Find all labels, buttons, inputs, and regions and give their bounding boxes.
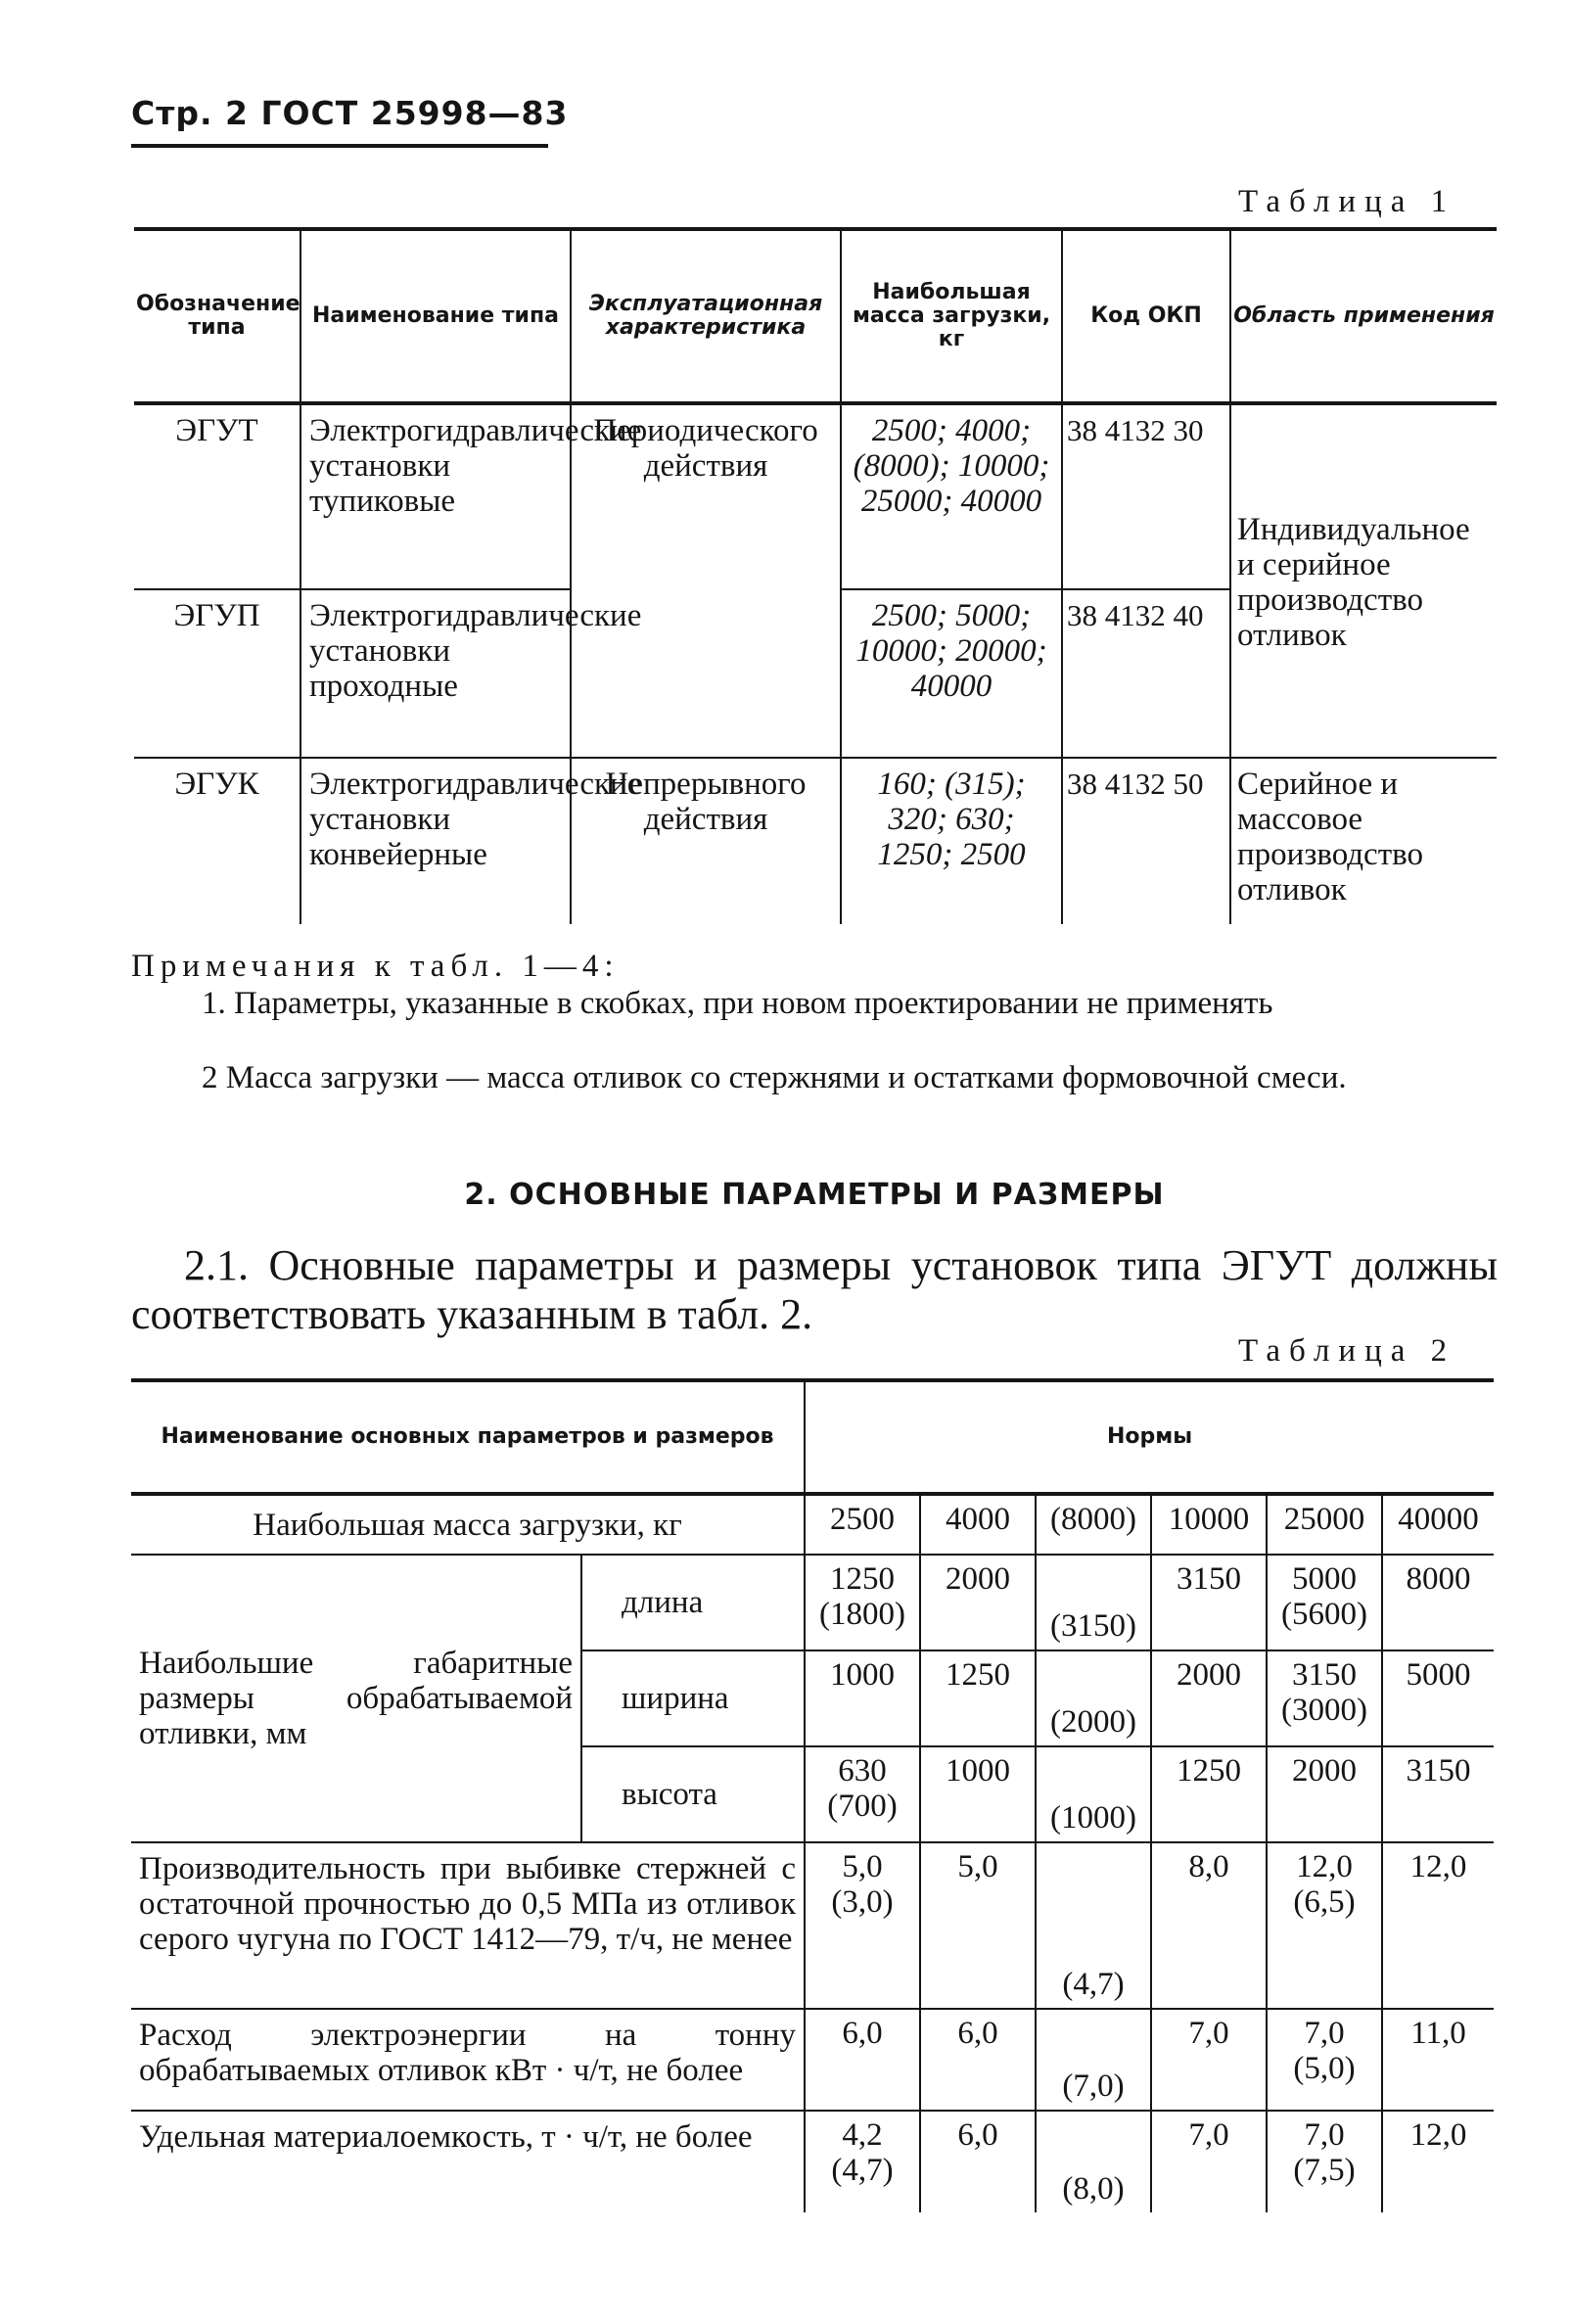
name-cell: Электрогидравлические установки проходные [300,589,571,758]
mass-value: (8000) [1036,1494,1151,1555]
dim-value: 5000 (5600) [1267,1555,1382,1650]
param-header: Наименование основных параметров и размеров [131,1380,805,1494]
table-row [131,1555,1494,1650]
mass-value: 10000 [1151,1494,1267,1555]
area-cell: Индивидуальное и серийное производство отливок [1230,403,1497,758]
dim-value: 1250 [1151,1746,1267,1842]
dim-value: 1250 (1800) [805,1555,920,1650]
table-row [134,403,1497,589]
char-cell: Непрерывного действия [571,758,841,924]
row-value: 6,0 [805,2009,920,2111]
table1-caption: Таблица 1 [1238,184,1456,219]
table-row [131,2009,1494,2111]
row-label: Удельная материалоемкость, т · ч/т, не более [131,2111,805,2212]
max-mass-label: Наибольшая масса загрузки, кг [131,1494,805,1555]
type-cell: ЭГУП [134,589,300,758]
mass-value: 2500 [805,1494,920,1555]
header-rule [131,144,548,148]
col-name-header: Наименование типа [300,229,571,403]
table2-caption: Таблица 2 [1238,1333,1456,1369]
row-value: 11,0 [1382,2009,1494,2111]
section-title: 2. ОСНОВНЫЕ ПАРАМЕТРЫ И РАЗМЕРЫ [464,1178,1165,1212]
table1-header-row [134,229,1497,403]
dim-value: 3150 [1151,1555,1267,1650]
row-value: 7,0 [1151,2111,1267,2212]
row-value: 7,0 (5,0) [1267,2009,1382,2111]
table-row [131,2111,1494,2212]
dim-value: 2000 [1151,1650,1267,1746]
okp-cell: 38 4132 50 [1062,758,1230,924]
dim-value: (2000) [1036,1650,1151,1746]
okp-cell: 38 4132 40 [1062,589,1230,758]
col-char-header: Эксплуатационная характеристика [571,229,841,403]
page-header: Стр. 2 ГОСТ 25998—83 [131,94,569,132]
dim-value: (3150) [1036,1555,1151,1650]
dims-label: Наибольшие габаритные размеры обрабатываемой отливки, мм [131,1555,581,1842]
type-cell: ЭГУТ [175,413,258,448]
dim-value: 630 (700) [805,1746,920,1842]
row-value: 7,0 (7,5) [1267,2111,1382,2212]
table-row [131,1494,1494,1555]
row-value: 12,0 (6,5) [1267,1842,1382,2009]
row-value: 5,0 [920,1842,1036,2009]
notes-title: Примечания к табл. 1—4: [131,949,620,984]
row-value: (8,0) [1036,2111,1151,2212]
col-type-header: Обозначение типа [134,229,300,403]
note-item: 2 Масса загрузки — масса отливок со стержнями и остатками формовочной смеси. [202,1060,1347,1095]
row-value: 6,0 [920,2111,1036,2212]
dim-value: 1000 [920,1746,1036,1842]
dim-value: (1000) [1036,1746,1151,1842]
row-value: 12,0 [1382,1842,1494,2009]
table1 [134,227,1497,924]
char-cell: Периодического действия [571,403,841,758]
dim-value: 1000 [805,1650,920,1746]
mass-cell: 2500; 4000; (8000); 10000; 25000; 40000 [841,403,1062,589]
col-mass-header: Наибольшая масса загрузки, кг [841,229,1062,403]
dim-sub-label: высота [581,1746,805,1842]
dim-value: 1250 [920,1650,1036,1746]
mass-cell: 2500; 5000; 10000; 20000; 40000 [841,589,1062,758]
dim-value: 2000 [1267,1746,1382,1842]
mass-value: 25000 [1267,1494,1382,1555]
row-value: (7,0) [1036,2009,1151,2111]
col-okp-header: Код ОКП [1062,229,1230,403]
row-label: Производительность при выбивке стержней с остаточной прочностью до 0,5 МПа из отливок серого чугуна по ГОСТ 1412—79, т/ч, не менее [131,1842,805,2009]
row-value: 4,2 (4,7) [805,2111,920,2212]
dim-value: 3150 (3000) [1267,1650,1382,1746]
row-value: 7,0 [1151,2009,1267,2111]
row-value: (4,7) [1036,1842,1151,2009]
okp-cell: 38 4132 30 [1062,403,1230,589]
mass-value: 40000 [1382,1494,1494,1555]
dim-value: 2000 [920,1555,1036,1650]
name-cell: Электрогидравлические установки тупиковые [300,403,571,589]
dim-sub-label: длина [581,1555,805,1650]
row-label: Расход электроэнергии на тонну обрабатываемых отливок кВт · ч/т, не более [131,2009,805,2111]
table2 [131,1378,1494,2212]
row-value: 5,0 (3,0) [805,1842,920,2009]
mass-value: 4000 [920,1494,1036,1555]
norms-header: Нормы [805,1380,1494,1494]
area-cell: Серийное и массовое производство отливок [1230,758,1497,924]
name-cell: Электрогидравлические установки конвейерные [300,758,571,924]
mass-cell: 160; (315); 320; 630; 1250; 2500 [841,758,1062,924]
row-value: 8,0 [1151,1842,1267,2009]
dim-value: 3150 [1382,1746,1494,1842]
section-paragraph: 2.1. Основные параметры и размеры установок типа ЭГУТ должны соответствовать указанным в табл. 2. [131,1241,1498,1338]
table2-header-row [131,1380,1494,1494]
table-row [134,758,1497,924]
dim-value: 5000 [1382,1650,1494,1746]
row-value: 12,0 [1382,2111,1494,2212]
dim-sub-label: ширина [581,1650,805,1746]
type-cell: ЭГУК [134,758,300,924]
note-item: 1. Параметры, указанные в скобках, при новом проектировании не применять [202,986,1273,1021]
dim-value: 8000 [1382,1555,1494,1650]
col-area-header: Область применения [1230,229,1497,403]
table-row [131,1842,1494,2009]
row-value: 6,0 [920,2009,1036,2111]
